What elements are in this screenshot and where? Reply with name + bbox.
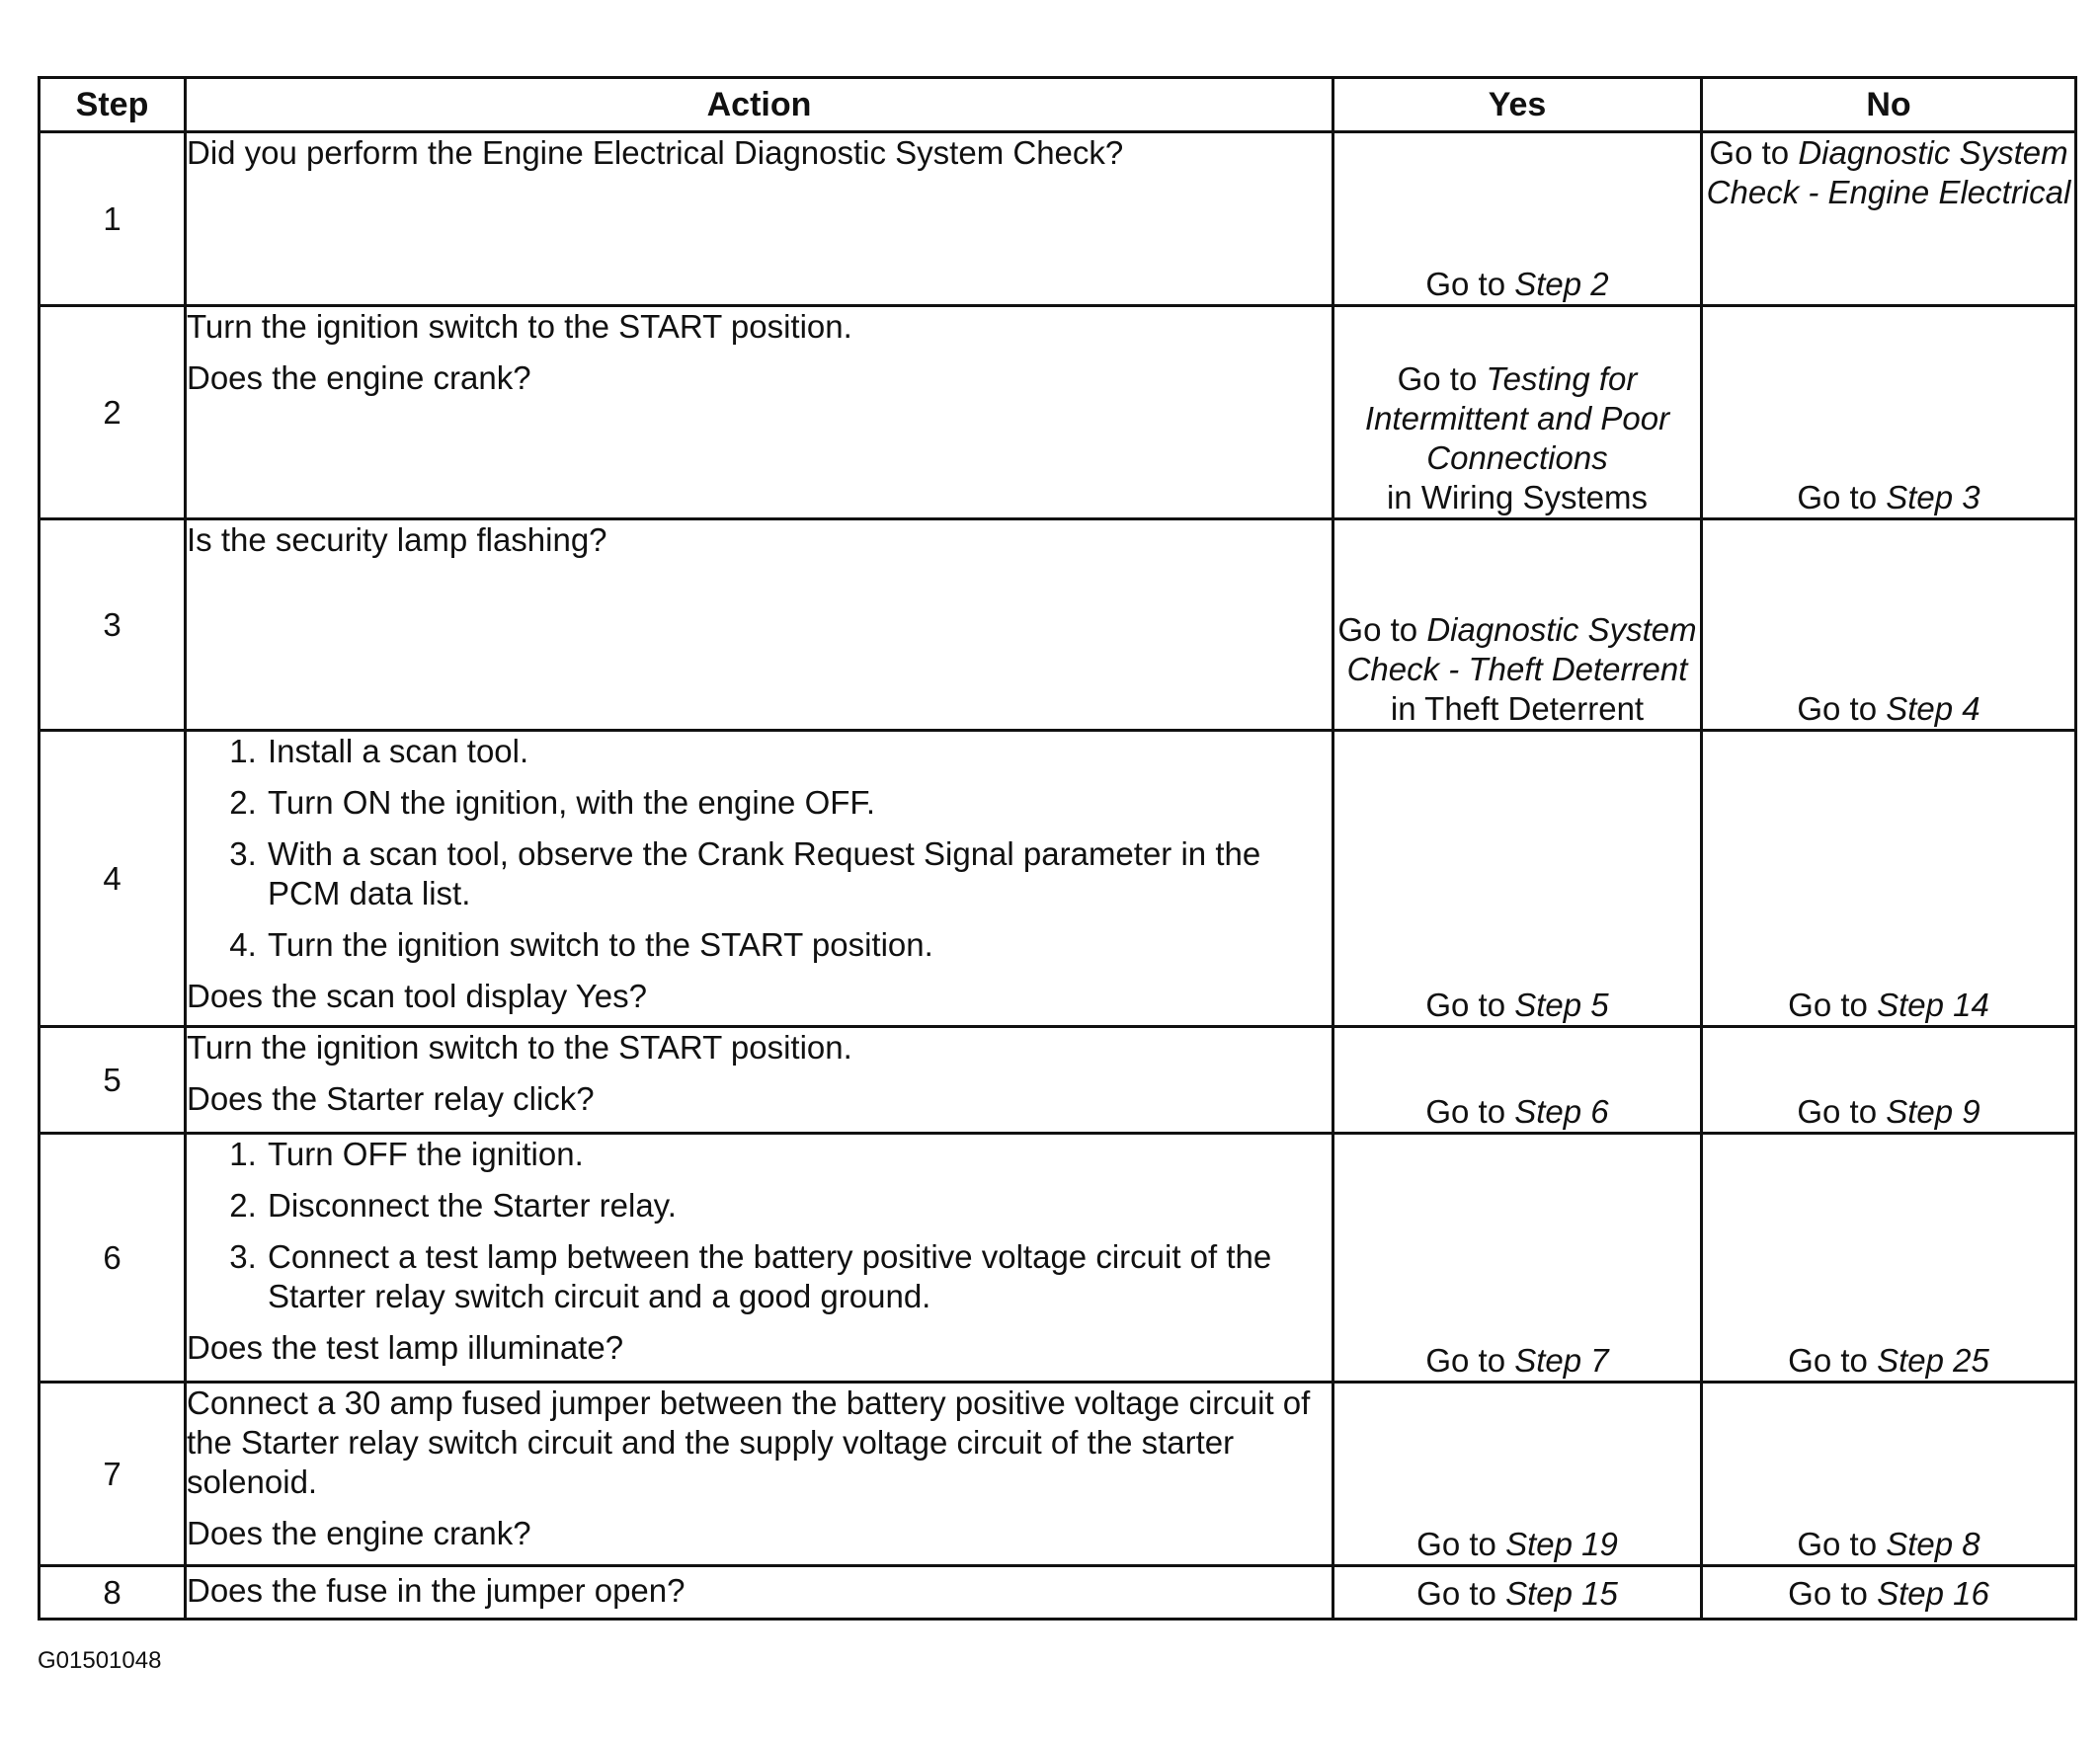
header-action: Action (186, 78, 1333, 132)
yes-cell (1333, 1383, 1702, 1566)
list-item: 3. With a scan tool, observe the Crank Request Signal parameter in the PCM data list. (266, 834, 1332, 913)
list-item: 4. Turn the ignition switch to the START position. (266, 925, 1332, 965)
no-goto: Go to Step 8 (1797, 1526, 1980, 1562)
no-cell (1702, 1383, 2076, 1566)
step-reference: Step 15 (1505, 1575, 1618, 1612)
action-question: Does the scan tool display Yes? (187, 978, 647, 1014)
no-goto: Go to Step 3 (1797, 479, 1980, 515)
location-text: in Theft Deterrent (1390, 690, 1645, 727)
action-question: Is the security lamp flashing? (187, 521, 607, 558)
action-cell (186, 731, 1333, 1027)
action-question: Does the engine crank? (187, 359, 531, 396)
no-goto: Go to Step 25 (1788, 1342, 1989, 1379)
table-row (40, 731, 2076, 1027)
header-row (40, 78, 2076, 132)
no-cell (1702, 1134, 2076, 1383)
header-no: No (1702, 78, 2076, 132)
action-cell (186, 519, 1333, 731)
diagnostic-table (38, 76, 2077, 1621)
list-item: 2. Disconnect the Starter relay. (266, 1186, 1332, 1226)
step-reference: Step 4 (1886, 690, 1980, 727)
action-text: Did you perform the Engine Electrical Diagnostic System Check? (187, 134, 1124, 171)
yes-goto: Go to Step 15 (1416, 1575, 1618, 1612)
step-reference: Step 19 (1505, 1526, 1618, 1562)
step-reference: Step 9 (1886, 1093, 1980, 1130)
step-number: 6 (40, 1134, 186, 1383)
step-reference: Step 16 (1877, 1575, 1989, 1612)
procedure-list (187, 732, 1332, 965)
no-cell (1702, 1027, 2076, 1134)
no-goto: Go to Step 14 (1788, 987, 1989, 1023)
step-reference: Step 2 (1514, 266, 1609, 302)
procedure-reference: Diagnostic System Check - Engine Electrical (1706, 134, 2071, 210)
no-cell (1702, 1566, 2076, 1620)
table-row (40, 519, 2076, 731)
step-number: 5 (40, 1027, 186, 1134)
step-reference: Step 8 (1886, 1526, 1980, 1562)
no-cell (1702, 731, 2076, 1027)
step-reference: Step 5 (1514, 987, 1609, 1023)
header-step: Step (40, 78, 186, 132)
step-reference: Step 14 (1877, 987, 1989, 1023)
yes-cell (1333, 731, 1702, 1027)
step-number: 3 (40, 519, 186, 731)
yes-goto: Go to Step 5 (1425, 987, 1609, 1023)
yes-cell (1333, 1027, 1702, 1134)
step-reference: Step 25 (1877, 1342, 1989, 1379)
step-number: 8 (40, 1566, 186, 1620)
procedure-reference: Testing for Intermittent and Poor Connections (1364, 360, 1670, 476)
no-goto: Go to Step 16 (1788, 1575, 1989, 1612)
yes-goto: Go to Testing for Intermittent and Poor Connections (1364, 360, 1670, 476)
table-row (40, 1134, 2076, 1383)
figure-id: G01501048 (38, 1647, 162, 1674)
yes-goto: Go to Step 2 (1425, 266, 1609, 302)
step-reference: Step 6 (1514, 1093, 1609, 1130)
procedure-reference: Diagnostic System Check - Theft Deterrent (1346, 611, 1697, 687)
table-row (40, 132, 2076, 306)
action-cell (186, 132, 1333, 306)
yes-cell (1333, 306, 1702, 519)
no-cell (1702, 306, 2076, 519)
no-goto: Go to Step 4 (1797, 690, 1980, 727)
yes-goto: Go to Step 6 (1425, 1093, 1609, 1130)
yes-cell (1333, 519, 1702, 731)
action-cell (186, 1134, 1333, 1383)
step-number: 7 (40, 1383, 186, 1566)
action-text: Connect a 30 amp fused jumper between the battery positive voltage circuit of the Starter relay switch circuit and the supply voltage circuit of the starter solenoid. (187, 1384, 1311, 1500)
action-cell (186, 306, 1333, 519)
yes-goto: Go to Step 7 (1425, 1342, 1609, 1379)
list-item: 1. Turn OFF the ignition. (266, 1135, 1332, 1174)
no-cell (1702, 519, 2076, 731)
table-row (40, 306, 2076, 519)
action-cell (186, 1566, 1333, 1620)
step-reference: Step 3 (1886, 479, 1980, 515)
action-text: Turn the ignition switch to the START position. (187, 1029, 852, 1066)
list-item: 3. Connect a test lamp between the battery positive voltage circuit of the Starter relay switch circuit and a good ground. (266, 1237, 1332, 1316)
action-question: Does the test lamp illuminate? (187, 1329, 624, 1366)
action-cell (186, 1027, 1333, 1134)
step-reference: Step 7 (1514, 1342, 1609, 1379)
action-question: Does the fuse in the jumper open? (187, 1572, 686, 1609)
table-row (40, 1566, 2076, 1620)
no-goto: Go to Step 9 (1797, 1093, 1980, 1130)
header-yes: Yes (1333, 78, 1702, 132)
list-item: 2. Turn ON the ignition, with the engine OFF. (266, 783, 1332, 823)
yes-goto: Go to Step 19 (1416, 1526, 1618, 1562)
list-item: 1. Install a scan tool. (266, 732, 1332, 771)
no-cell (1702, 132, 2076, 306)
yes-cell (1333, 1566, 1702, 1620)
procedure-list (187, 1135, 1332, 1316)
step-number: 4 (40, 731, 186, 1027)
yes-goto: Go to Diagnostic System Check - Theft Deterrent (1337, 611, 1697, 687)
table-row (40, 1027, 2076, 1134)
yes-cell (1333, 132, 1702, 306)
action-text: Turn the ignition switch to the START position. (187, 308, 852, 345)
location-text: in Wiring Systems (1386, 479, 1649, 515)
action-cell (186, 1383, 1333, 1566)
no-goto: Go to Diagnostic System Check - Engine Electrical (1706, 134, 2071, 210)
table-row (40, 1383, 2076, 1566)
step-number: 2 (40, 306, 186, 519)
action-question: Does the Starter relay click? (187, 1080, 595, 1117)
step-number: 1 (40, 132, 186, 306)
yes-cell (1333, 1134, 1702, 1383)
action-question: Does the engine crank? (187, 1515, 531, 1551)
